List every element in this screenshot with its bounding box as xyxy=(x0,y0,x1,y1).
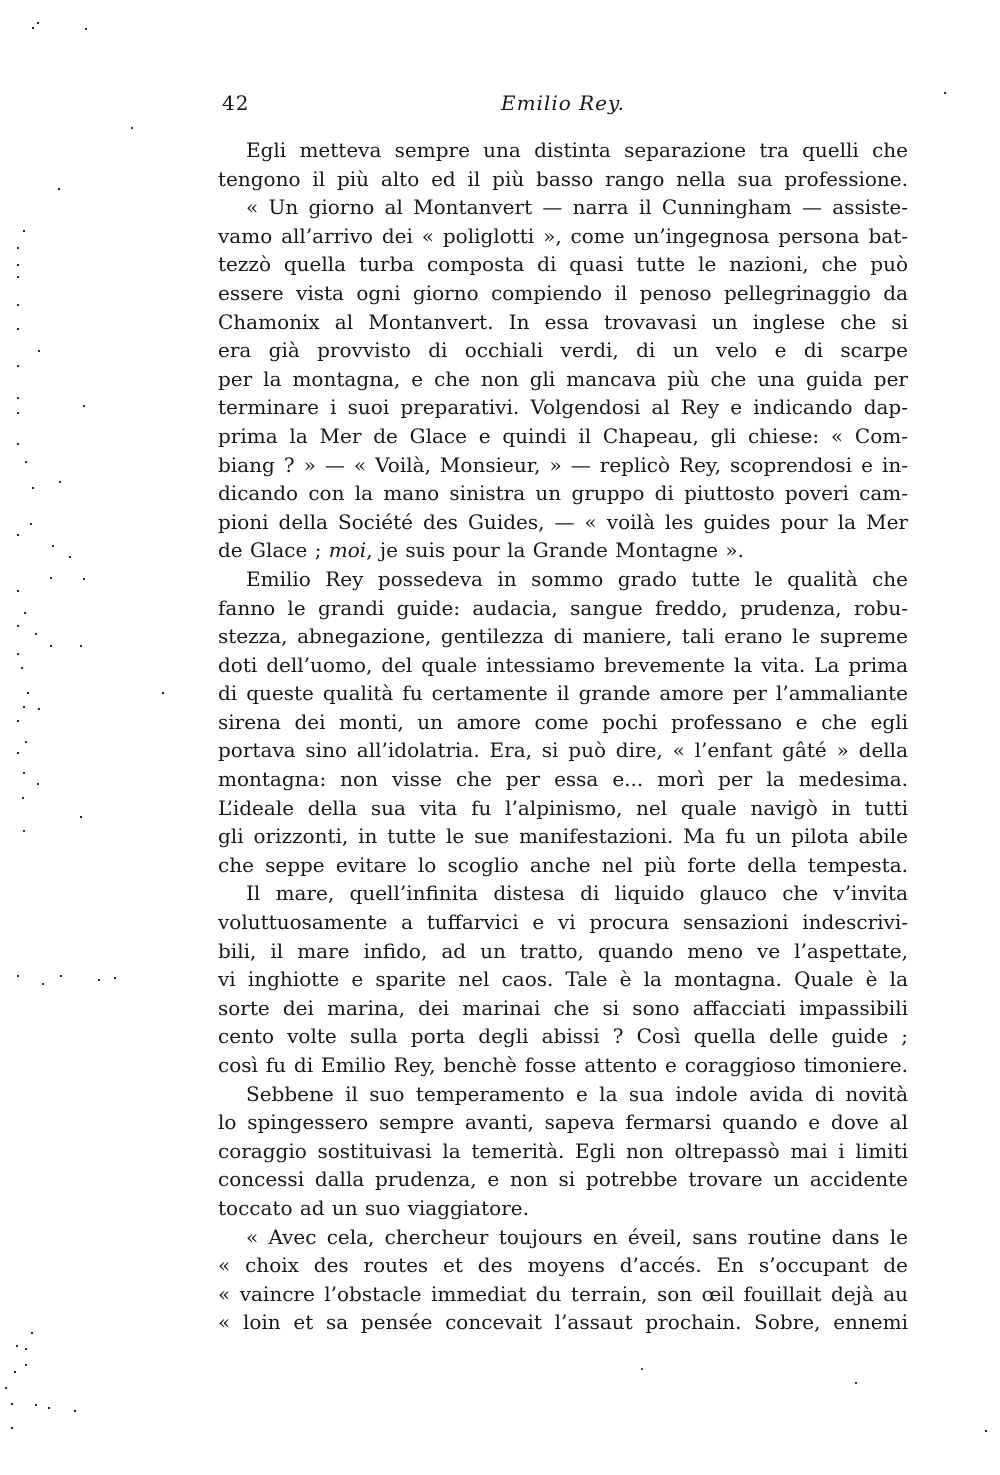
text-line: biang ? » — « Voilà, Monsieur, » — replicò Rey, scoprendosi e in- xyxy=(218,452,908,477)
text-line: così fu di Emilio Rey, benchè fosse attento e coraggioso timoniere. xyxy=(218,1053,908,1077)
text-line: vamo all’arrivo dei « poliglotti », come un’ingegnosa persona bat- xyxy=(218,223,908,248)
text-line: Sebbene il suo temperamento e la sua indole avida di novità xyxy=(246,1081,908,1106)
text-line: « Un giorno al Montanvert — narra il Cunningham — assiste- xyxy=(246,195,908,220)
text-line: « loin et sa pensée concevait l’assaut prochain. Sobre, ennemi xyxy=(218,1310,908,1335)
text-line: stezza, abnegazione, gentilezza di maniere, tali erano le supreme xyxy=(218,624,908,649)
text-line: fanno le grandi guide: audacia, sangue freddo, prudenza, robu- xyxy=(218,595,908,620)
text-line: Chamonix al Montanvert. In essa trovavasi un inglese che si xyxy=(218,309,908,334)
text-line: terminare i suoi preparativi. Volgendosi al Rey e indicando dap- xyxy=(218,395,908,420)
text-line: essere vista ogni giorno compiendo il penoso pellegrinaggio da xyxy=(218,280,908,305)
text-line: per la montagna, e che non gli mancava più che una guida per xyxy=(218,366,908,391)
page-number: 42 xyxy=(222,91,250,115)
text-line: sorte dei marina, dei marinai che si sono affacciati impassibili xyxy=(218,995,908,1020)
text-line: « Avec cela, chercheur toujours en éveil, sans routine dans le xyxy=(246,1224,908,1249)
running-title: Emilio Rey. xyxy=(500,91,626,115)
text-line: Emilio Rey possedeva in sommo grado tutte le qualità che xyxy=(246,566,908,591)
text-line: gli orizzonti, in tutte le sue manifestazioni. Ma fu un pilota abile xyxy=(218,824,908,849)
text-line: tezzò quella turba composta di quasi tutte le nazioni, che può xyxy=(218,252,908,277)
text-line: Il mare, quell’infinita distesa di liquido glauco che v’invita xyxy=(246,881,908,906)
text-line xyxy=(218,536,908,565)
text-line: voluttuosamente a tuffarvici e vi procura sensazioni indescrivi- xyxy=(218,910,908,935)
text-line: lo spingessero sempre avanti, sapeva fermarsi quando e dove al xyxy=(218,1110,908,1135)
text-line: prima la Mer de Glace e quindi il Chapeau, gli chiese: « Com- xyxy=(218,423,908,448)
text-line: dicando con la mano sinistra un gruppo di piuttosto poveri cam- xyxy=(218,481,908,506)
text-line: era già provvisto di occhiali verdi, di un velo e di scarpe xyxy=(218,338,908,363)
text-line: tengono il più alto ed il più basso rango nella sua professione. xyxy=(218,166,908,191)
paragraph-3 xyxy=(218,565,908,880)
italic-word: moi xyxy=(328,538,367,563)
paragraph-2 xyxy=(218,193,908,565)
text-line: montagna: non visse che per essa e... morì per la medesima. xyxy=(218,767,908,792)
paragraph-1 xyxy=(218,136,908,193)
text-line: concessi dalla prudenza, e non si potrebbe trovare un accidente xyxy=(218,1167,908,1192)
text-line: doti dell’uomo, del quale intessiamo brevemente la vita. La prima xyxy=(218,652,908,677)
text-line: coraggio sostituivasi la temerità. Egli non oltrepassò mai i limiti xyxy=(218,1138,908,1163)
body-text xyxy=(218,136,908,1337)
text-line: di queste qualità fu certamente il grande amore per l’ammaliante xyxy=(218,681,908,706)
text-line: pioni della Société des Guides, — « voilà les guides pour la Mer xyxy=(218,509,908,534)
paragraph-5 xyxy=(218,1080,908,1223)
text-line: che seppe evitare lo scoglio anche nel più forte della tempesta. xyxy=(218,852,908,877)
text-line: bili, il mare infido, ad un tratto, quando meno ve l’aspettate, xyxy=(218,938,908,963)
text-line: L’ideale della sua vita fu l’alpinismo, nel quale navigò in tutti xyxy=(218,795,908,820)
text-line: « choix des routes et des moyens d’accés. En s’occupant de xyxy=(218,1253,908,1278)
text-line: « vaincre l’obstacle immediat du terrain, son œil fouillait dejà au xyxy=(218,1281,908,1306)
text-line: toccato ad un suo viaggiatore. xyxy=(218,1195,529,1220)
text-line: vi inghiotte e sparite nel caos. Tale è la montagna. Quale è la xyxy=(218,967,908,992)
text-line: cento volte sulla porta degli abissi ? Così quella delle guide ; xyxy=(218,1024,908,1049)
text-line: portava sino all’idolatria. Era, si può dire, « l’enfant gâté » della xyxy=(218,738,908,763)
text-segment: , je suis pour la Grande Montagne ». xyxy=(366,538,744,563)
paragraph-6 xyxy=(218,1223,908,1337)
page-header xyxy=(218,90,908,116)
text-line: sirena dei monti, un amore come pochi professano e che egli xyxy=(218,709,908,734)
text-segment: de Glace ; xyxy=(218,538,329,563)
scan-noise-specks xyxy=(0,0,2,2)
paragraph-4 xyxy=(218,879,908,1079)
text-line: Egli metteva sempre una distinta separazione tra quelli che xyxy=(246,138,908,162)
